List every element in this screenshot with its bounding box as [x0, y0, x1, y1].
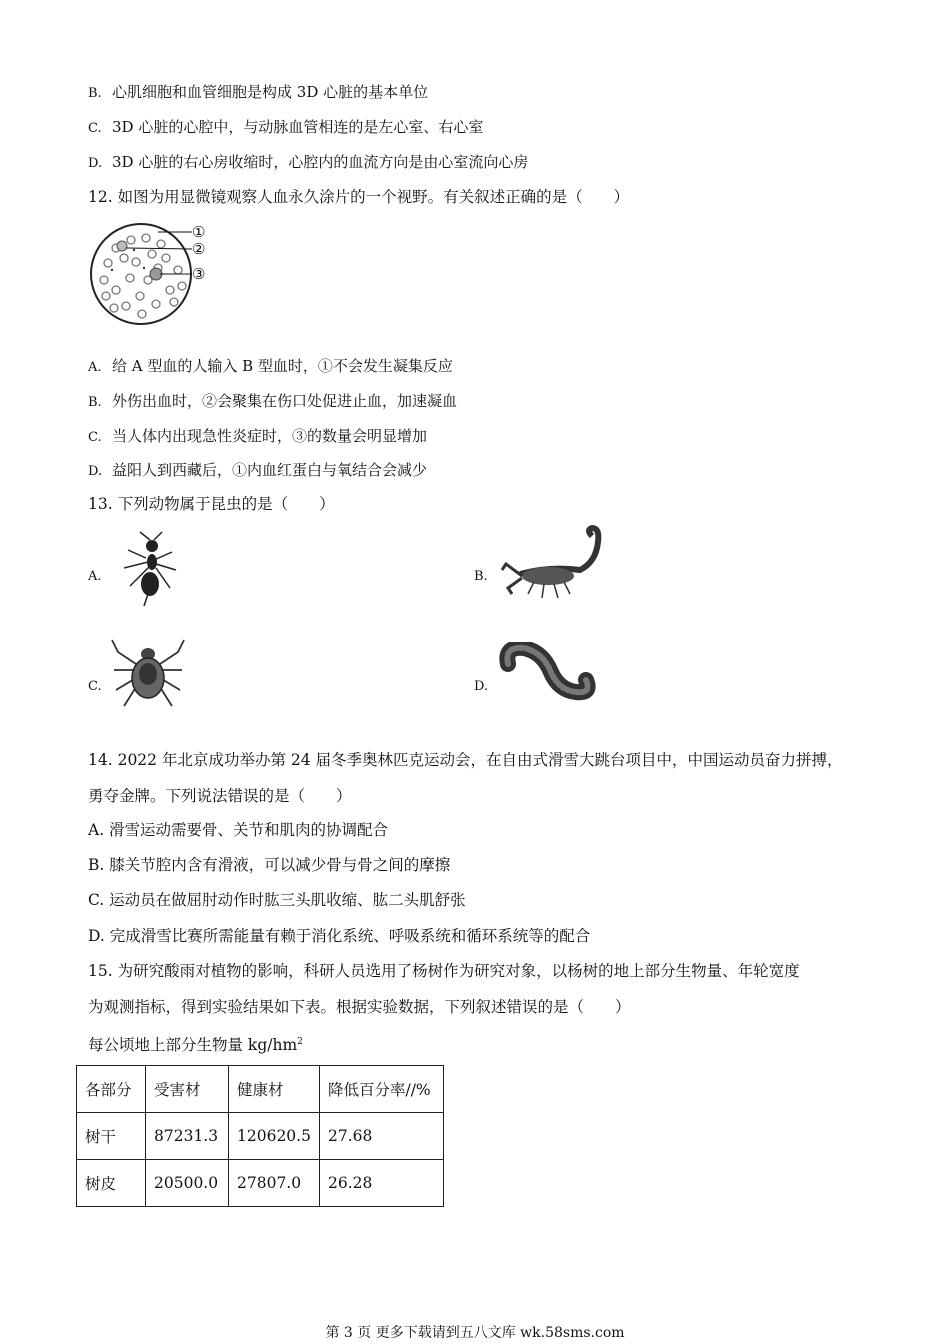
q13-option-d-label: D. [474, 679, 489, 694]
q11-option-b [88, 81, 428, 105]
table-cell: 26.28 [319, 1160, 443, 1207]
table-cell: 120620.5 [229, 1113, 320, 1160]
option-label: C. [88, 430, 102, 445]
option-label: C. [88, 121, 102, 136]
white-blood-cell [117, 241, 127, 251]
q11-option-c [88, 116, 483, 140]
header-cell: 降低百分率//% [319, 1066, 443, 1113]
table-caption [88, 1031, 303, 1056]
header-cell: 各部分 [77, 1066, 146, 1113]
page-footer: 第 3 页 更多下载请到五八文库 wk.58sms.com [325, 1325, 625, 1341]
header-cell: 受害材 [146, 1066, 229, 1113]
table-cell: 27.68 [319, 1113, 443, 1160]
table-cell: 树皮 [77, 1160, 146, 1207]
table-caption-text: 每公顷地上部分生物量 kg/hm [88, 1036, 298, 1055]
q14-option-a: A. 滑雪运动需要骨、关节和肌肉的协调配合 [88, 821, 389, 839]
option-text: 给 A 型血的人输入 B 型血时，①不会发生凝集反应 [112, 357, 453, 375]
option-label: B. [88, 395, 102, 410]
q15-stem-line2: 为观测指标，得到实验结果如下表。根据实验数据，下列叙述错误的是（ ） [88, 998, 631, 1016]
header-cell: 健康材 [229, 1066, 320, 1113]
option-text: 心肌细胞和血管细胞是构成 3D 心脏的基本单位 [112, 83, 429, 101]
option-text: 益阳人到西藏后，①内血红蛋白与氧结合会减少 [112, 461, 428, 479]
tick-image [108, 634, 188, 716]
q13-option-a-label: A. [88, 569, 102, 584]
table-header-row [77, 1066, 444, 1113]
marker-3: ③ [192, 265, 206, 283]
q14-option-d: D. 完成滑雪比赛所需能量有赖于消化系统、呼吸系统和循环系统等的配合 [88, 927, 591, 945]
option-text: 当人体内出现急性炎症时，③的数量会明显增加 [112, 427, 428, 445]
q14-option-b: B. 膝关节腔内含有滑液，可以减少骨与骨之间的摩擦 [88, 856, 451, 874]
q11-option-d [88, 151, 528, 175]
q14-stem-line1: 14. 2022 年北京成功举办第 24 届冬季奥林匹克运动会，在自由式滑雪大跳台项目中，中国运动员奋力拼搏， [88, 751, 843, 769]
table-cell: 87231.3 [146, 1113, 229, 1160]
q12-stem: 12. 如图为用显微镜观察人血永久涂片的一个视野。有关叙述正确的是（ ） [88, 188, 630, 206]
option-text: 3D 心脏的右心房收缩时，心腔内的血流方向是由心室流向心房 [112, 153, 529, 171]
q12-option-c [88, 425, 427, 449]
q13-option-c-label: C. [88, 679, 102, 694]
table-cell: 树干 [77, 1113, 146, 1160]
option-label: D. [88, 156, 103, 171]
q12-option-b [88, 390, 457, 414]
table-cell: 20500.0 [146, 1160, 229, 1207]
table-row [77, 1113, 444, 1160]
scorpion-image [500, 522, 610, 604]
q14-option-c: C. 运动员在做屈肘动作时肱三头肌收缩、肱二头肌舒张 [88, 891, 466, 909]
biomass-table [76, 1065, 444, 1207]
q13-option-b-label: B. [474, 569, 488, 584]
q12-option-d [88, 459, 427, 483]
earthworm-image [496, 642, 596, 714]
q13-stem: 13. 下列动物属于昆虫的是（ ） [88, 495, 335, 513]
table-caption-superscript: 2 [297, 1037, 303, 1047]
option-text: 外伤出血时，②会聚集在伤口处促进止血，加速凝血 [112, 392, 458, 410]
option-label: B. [88, 86, 102, 101]
option-label: D. [88, 464, 103, 479]
q12-option-a [88, 355, 453, 379]
table-cell: 27807.0 [229, 1160, 320, 1207]
table-row [77, 1160, 444, 1207]
marker-1: ① [192, 223, 206, 241]
marker-2: ② [192, 240, 206, 258]
option-text: 3D 心脏的心腔中，与动脉血管相连的是左心室、右心室 [112, 118, 484, 136]
option-label: A. [88, 360, 102, 375]
q14-stem-line2: 勇夺金牌。下列说法错误的是（ ） [88, 787, 352, 805]
ant-image [110, 530, 185, 608]
q15-stem-line1: 15. 为研究酸雨对植物的影响，科研人员选用了杨树作为研究对象，以杨树的地上部分生物量、年轮宽度 [88, 962, 800, 980]
